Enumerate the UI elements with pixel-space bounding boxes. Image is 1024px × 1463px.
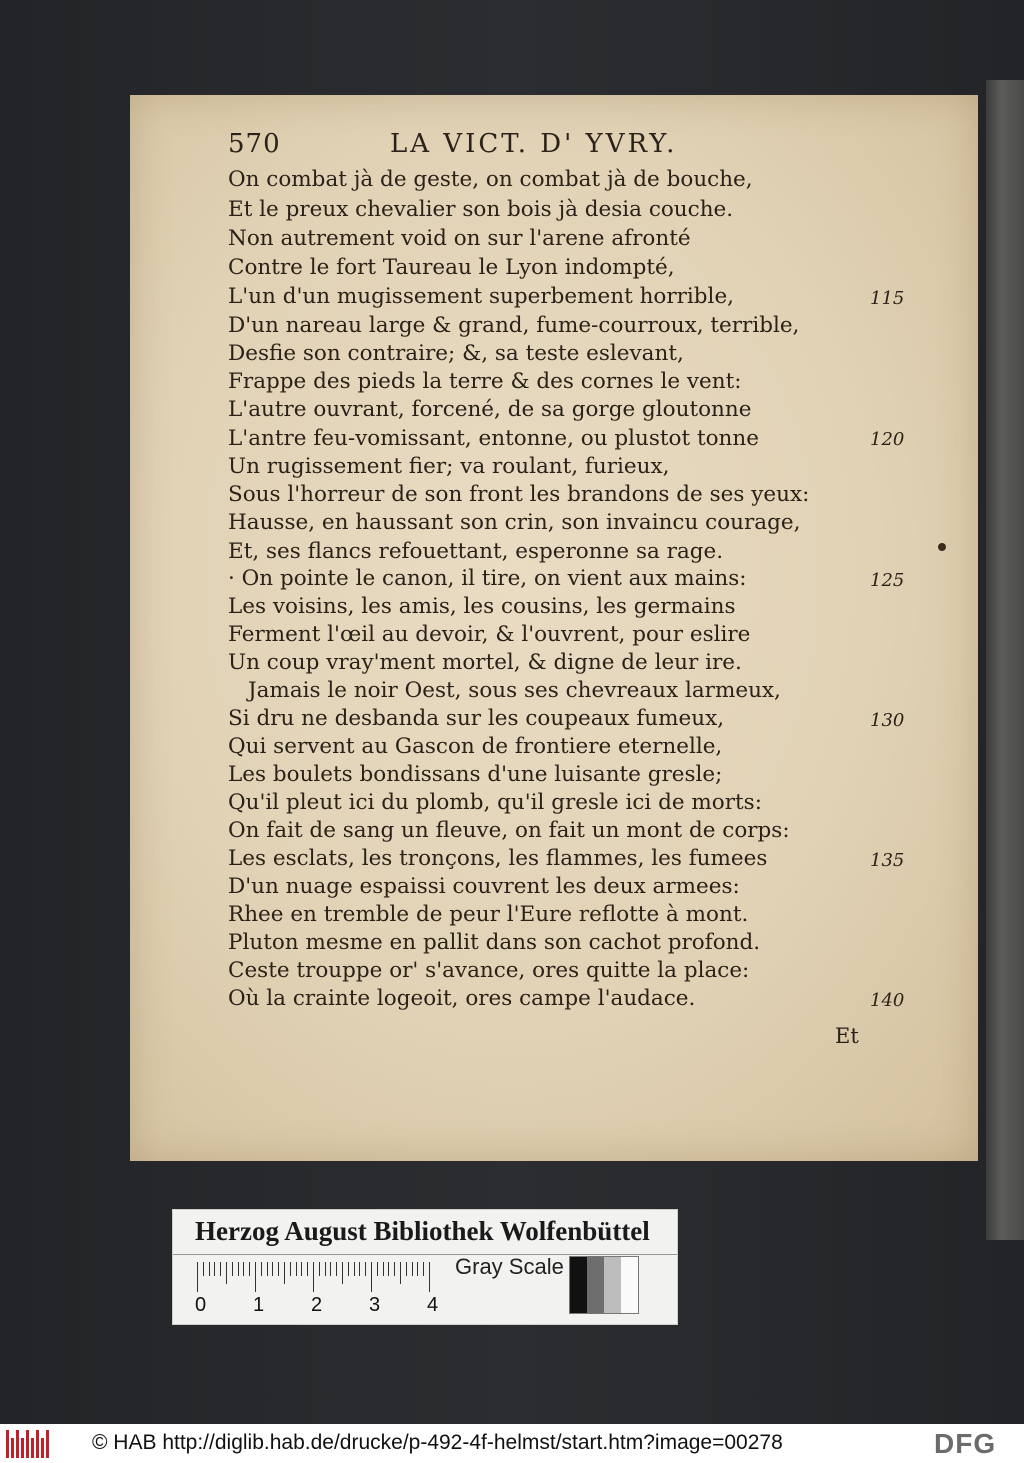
ruler-tick <box>214 1262 215 1276</box>
line-number: 135 <box>870 850 905 871</box>
ruler-tick <box>307 1262 308 1276</box>
logo-bar <box>31 1438 34 1458</box>
ruler-tick <box>365 1262 366 1276</box>
copyright-link[interactable]: © HAB http://diglib.hab.de/drucke/p-492-4f-helmst/start.htm?image=00278 <box>92 1431 783 1454</box>
ruler-tick <box>278 1262 279 1276</box>
ruler-number: 3 <box>369 1294 381 1316</box>
running-head <box>228 129 868 163</box>
verse-line: Et, ses flancs refouettant, esperonne sa rage. <box>228 539 724 564</box>
verse-line: Les voisins, les amis, les cousins, les germains <box>228 594 736 619</box>
hab-logo-icon <box>6 1430 50 1458</box>
ruler-tick <box>394 1262 395 1276</box>
ruler-tick <box>423 1262 424 1276</box>
verse-line: L'un d'un mugissement superbement horrible, <box>228 284 734 309</box>
logo-bar <box>41 1438 44 1458</box>
gray-patch-white <box>621 1257 638 1313</box>
verse-line: On fait de sang un fleuve, on fait un mont de corps: <box>228 818 790 843</box>
verse-line: Non autrement void on sur l'arene afronté <box>228 226 691 251</box>
verse-line: Si dru ne desbanda sur les coupeaux fumeux, <box>228 706 725 731</box>
ruler-tick <box>330 1262 331 1276</box>
color-calibration-card <box>172 1209 678 1325</box>
verse-line: Ferment l'œil au devoir, & l'ouvrent, pour eslire <box>228 622 751 647</box>
logo-bar <box>6 1430 9 1458</box>
logo-bar <box>16 1430 19 1458</box>
ruler-tick <box>290 1262 291 1276</box>
page-number: 570 <box>228 129 281 159</box>
gray-patch-light <box>604 1257 621 1313</box>
logo-bar <box>11 1438 14 1458</box>
ruler-tick <box>313 1262 314 1292</box>
ruler-tick <box>203 1262 204 1276</box>
verse-line: Jamais le noir Oest, sous ses chevreaux larmeux, <box>248 678 781 703</box>
adjacent-page-edge <box>986 80 1024 1240</box>
ruler-tick <box>319 1262 320 1276</box>
verse-line: Qu'il pleut ici du plomb, qu'il gresle ici de morts: <box>228 790 762 815</box>
verse-line: Les esclats, les tronçons, les flammes, les fumees <box>228 846 768 871</box>
dfg-logo: DFG <box>934 1428 997 1459</box>
verse-line: Sous l'horreur de son front les brandons de ses yeux: <box>228 482 810 507</box>
running-title: LA VICT. D' YVRY. <box>390 129 678 159</box>
ruler-tick <box>336 1262 337 1276</box>
line-number: 120 <box>870 429 905 450</box>
ruler-tick <box>417 1262 418 1276</box>
catchword: Et <box>835 1024 859 1048</box>
ruler-tick <box>383 1262 384 1276</box>
ruler-tick <box>342 1262 343 1284</box>
ruler-tick <box>325 1262 326 1276</box>
ruler-tick <box>267 1262 268 1276</box>
viewer-footer <box>0 1424 1024 1463</box>
ruler-tick <box>371 1262 372 1292</box>
ruler-tick <box>301 1262 302 1276</box>
ruler-tick <box>243 1262 244 1276</box>
ruler-number: 0 <box>195 1294 207 1316</box>
verse-line: L'autre ouvrant, forcené, de sa gorge gloutonne <box>228 397 752 422</box>
ruler-tick <box>284 1262 285 1284</box>
ruler-tick <box>261 1262 262 1276</box>
ruler-tick <box>354 1262 355 1276</box>
verse-line: Desfie son contraire; &, sa teste eslevant, <box>228 341 684 366</box>
ruler-number: 2 <box>311 1294 323 1316</box>
verse-line: Les boulets bondissans d'une luisante gresle; <box>228 762 723 787</box>
verse-line: Pluton mesme en pallit dans son cachot profond. <box>228 930 761 955</box>
ruler-tick <box>249 1262 250 1276</box>
ruler-number: 1 <box>253 1294 265 1316</box>
gray-scale-patches <box>569 1256 639 1314</box>
ruler-tick <box>429 1262 430 1292</box>
gray-patch-black <box>570 1257 587 1313</box>
logo-bar <box>26 1430 29 1458</box>
verse-line: Ceste trouppe or' s'avance, ores quitte la place: <box>228 958 750 983</box>
verse-line: Et le preux chevalier son bois jà desia couche. <box>228 197 734 222</box>
ruler-tick <box>238 1262 239 1276</box>
verse-line: D'un nuage espaissi couvrent les deux armees: <box>228 874 740 899</box>
ruler-tick <box>197 1262 198 1292</box>
verse-line: On combat jà de geste, on combat jà de bouche, <box>228 167 753 192</box>
verse-line: · On pointe le canon, il tire, on vient aux mains: <box>228 566 747 591</box>
line-number: 140 <box>870 990 905 1011</box>
ruler-tick <box>226 1262 227 1284</box>
logo-bar <box>36 1430 39 1458</box>
line-number: 115 <box>870 288 905 309</box>
ruler-tick <box>359 1262 360 1276</box>
line-number: 125 <box>870 570 905 591</box>
verse-line: Hausse, en haussant son crin, son invaincu courage, <box>228 510 801 535</box>
ink-spot <box>938 543 946 551</box>
ruler-tick <box>232 1262 233 1276</box>
verse-line: Frappe des pieds la terre & des cornes le vent: <box>228 369 742 394</box>
ruler-number: 4 <box>427 1294 439 1316</box>
ruler-tick <box>412 1262 413 1276</box>
verse-line: Un coup vray'ment mortel, & digne de leur ire. <box>228 650 742 675</box>
ruler-tick <box>220 1262 221 1276</box>
ruler-tick <box>296 1262 297 1276</box>
verse-line: Où la crainte logeoit, ores campe l'audace. <box>228 986 696 1011</box>
ruler-tick <box>406 1262 407 1276</box>
verse-line: Rhee en tremble de peur l'Eure reflotte à mont. <box>228 902 749 927</box>
gray-scale-label: Gray Scale <box>455 1254 564 1279</box>
card-divider <box>173 1254 677 1255</box>
verse-line: Un rugissement fier; va roulant, furieux, <box>228 454 670 479</box>
line-number: 130 <box>870 710 905 731</box>
verse-line: Qui servent au Gascon de frontiere eternelle, <box>228 734 723 759</box>
ruler-tick <box>209 1262 210 1276</box>
ruler-tick <box>272 1262 273 1276</box>
ruler-tick <box>255 1262 256 1292</box>
ruler-tick <box>348 1262 349 1276</box>
logo-bar <box>21 1438 24 1458</box>
verse-line: D'un nareau large & grand, fume-courroux, terrible, <box>228 313 800 338</box>
verse-line: Contre le fort Taureau le Lyon indompté, <box>228 255 675 280</box>
ruler-tick <box>400 1262 401 1284</box>
verse-line: L'antre feu-vomissant, entonne, ou plustot tonne <box>228 426 759 451</box>
ruler-tick <box>388 1262 389 1276</box>
gray-patch-dark <box>587 1257 604 1313</box>
ruler-tick <box>377 1262 378 1276</box>
book-page <box>130 95 978 1161</box>
library-name: Herzog August Bibliothek Wolfenbüttel <box>195 1216 650 1246</box>
logo-bar <box>46 1430 49 1458</box>
